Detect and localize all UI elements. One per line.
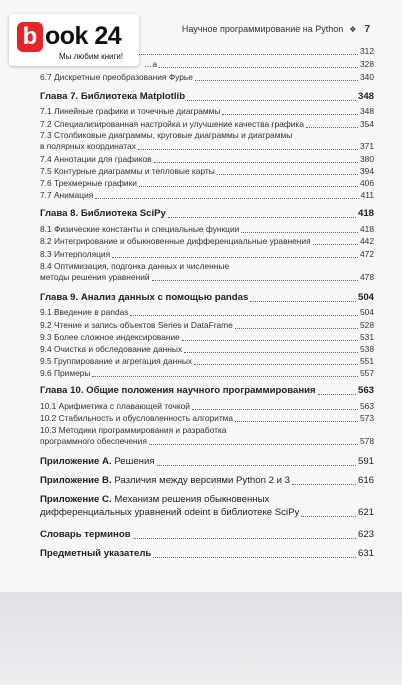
- toc-item-7-3[interactable]: 7.3 Столбиковые диаграммы, круговые диаграммы и диаграммы в полярных координатах 371: [40, 130, 374, 151]
- page-ref: 340: [360, 72, 374, 82]
- logo-slogan: Мы любим книги!: [59, 52, 124, 61]
- appendix-c[interactable]: Приложение C. Механизм решения обыкновенных дифференциальных уравнений odeint в библиотеке SciPy 621: [40, 494, 374, 518]
- toc-item-8-4[interactable]: 8.4 Оптимизация, подгонка данных и численные методы решения уравнений 478: [40, 261, 374, 282]
- page-ref: 328: [360, 59, 374, 69]
- chapter-9-heading[interactable]: Глава 9. Анализ данных с помощью pandas 504: [40, 292, 374, 303]
- toc-row: …а 328: [144, 59, 374, 69]
- page-ref: 472: [360, 249, 374, 259]
- page-ref: 348: [360, 106, 374, 116]
- toc-item-9-4[interactable]: 9.4 Очистка и обследование данных 538: [40, 344, 374, 354]
- toc-item-8-1[interactable]: 8.1 Физические константы и специальные функции 418: [40, 224, 374, 234]
- appendix-b[interactable]: Приложение B. Различия между версиями Python 2 и 3 616: [40, 475, 374, 486]
- toc-item-7-5[interactable]: 7.5 Контурные диаграммы и тепловые карты 394: [40, 166, 374, 176]
- page-ref: 504: [357, 292, 374, 303]
- page-number: 7: [364, 24, 370, 35]
- page-ref: 418: [360, 224, 374, 234]
- page-ref: 528: [360, 320, 374, 330]
- page-ref: 418: [357, 208, 374, 219]
- page-ref: 563: [360, 401, 374, 411]
- book24-logo[interactable]: [9, 14, 139, 66]
- chapter-7-heading[interactable]: Глава 7. Библиотека Matplotlib 348: [40, 91, 374, 102]
- page-ref: 406: [360, 178, 374, 188]
- page-ref: 591: [357, 456, 374, 467]
- toc-item-10-3[interactable]: 10.3 Методики программирования и разработка программного обеспечения 578: [40, 425, 374, 446]
- toc-item-10-2[interactable]: 10.2 Стабильность и обусловленность алгоритма 573: [40, 413, 374, 423]
- page-ref: 348: [357, 91, 374, 102]
- page-shadow: [0, 592, 402, 685]
- toc-row: 6.7 Дискретные преобразования Фурье 340: [40, 72, 374, 82]
- page-ref: 478: [360, 272, 374, 282]
- page-ref: 380: [360, 154, 374, 164]
- page-ref: 411: [360, 190, 374, 200]
- page-ref: 538: [360, 344, 374, 354]
- toc-item-9-5[interactable]: 9.5 Группирование и агрегация данных 551: [40, 356, 374, 366]
- page-ref: 312: [360, 46, 374, 56]
- toc-item-7-6[interactable]: 7.6 Трехмерные графики 406: [40, 178, 374, 188]
- page-ref: 631: [357, 548, 374, 559]
- page-ref: 616: [357, 475, 374, 486]
- page-ref: 621: [357, 507, 374, 518]
- page-ref: 551: [360, 356, 374, 366]
- toc-item-9-6[interactable]: 9.6 Примеры 557: [40, 368, 374, 378]
- diamond-icon: ❖: [349, 25, 357, 34]
- page-ref: 504: [360, 307, 374, 317]
- toc-item-7-2[interactable]: 7.2 Специализированная настройка и улучшение качества графика 354: [40, 119, 374, 129]
- page-ref: 354: [360, 119, 374, 129]
- toc-item-9-3[interactable]: 9.3 Более сложное индексирование 531: [40, 332, 374, 342]
- appendix-a[interactable]: Приложение A. Решения 591: [40, 456, 374, 467]
- chapter-8-heading[interactable]: Глава 8. Библиотека SciPy 418: [40, 208, 374, 219]
- chapter-10-heading[interactable]: Глава 10. Общие положения научного программирования 563: [40, 385, 374, 396]
- page-ref: 578: [360, 436, 374, 446]
- logo-b-mark: b: [17, 22, 43, 52]
- toc-item-8-2[interactable]: 8.2 Интегрирование и обыкновенные дифференциальные уравнения 442: [40, 236, 374, 246]
- page-ref: 573: [360, 413, 374, 423]
- toc-item-7-7[interactable]: 7.7 Анимация 411: [40, 190, 374, 200]
- index-entry[interactable]: Предметный указатель 631: [40, 548, 374, 559]
- toc-item-10-1[interactable]: 10.1 Арифметика с плавающей точкой 563: [40, 401, 374, 411]
- logo-wordmark: ook 24: [45, 22, 122, 50]
- running-title: Научное программирование на Python: [181, 24, 344, 34]
- page-ref: 394: [360, 166, 374, 176]
- page-ref: 557: [360, 368, 374, 378]
- glossary-entry[interactable]: Словарь терминов 623: [40, 529, 374, 540]
- toc-item-9-1[interactable]: 9.1 Введение в pandas 504: [40, 307, 374, 317]
- page-ref: 531: [360, 332, 374, 342]
- toc-item-7-1[interactable]: 7.1 Линейные графики и точечные диаграммы 348: [40, 106, 374, 116]
- toc-item-8-3[interactable]: 8.3 Интерполяция 472: [40, 249, 374, 259]
- page-ref: 623: [357, 529, 374, 540]
- toc-item-9-2[interactable]: 9.2 Чтение и запись объектов Series и DataFrame 528: [40, 320, 374, 330]
- page-ref: 371: [360, 141, 374, 151]
- page-ref: 442: [360, 236, 374, 246]
- toc-item-7-4[interactable]: 7.4 Аннотации для графиков 380: [40, 154, 374, 164]
- page-ref: 563: [357, 385, 374, 396]
